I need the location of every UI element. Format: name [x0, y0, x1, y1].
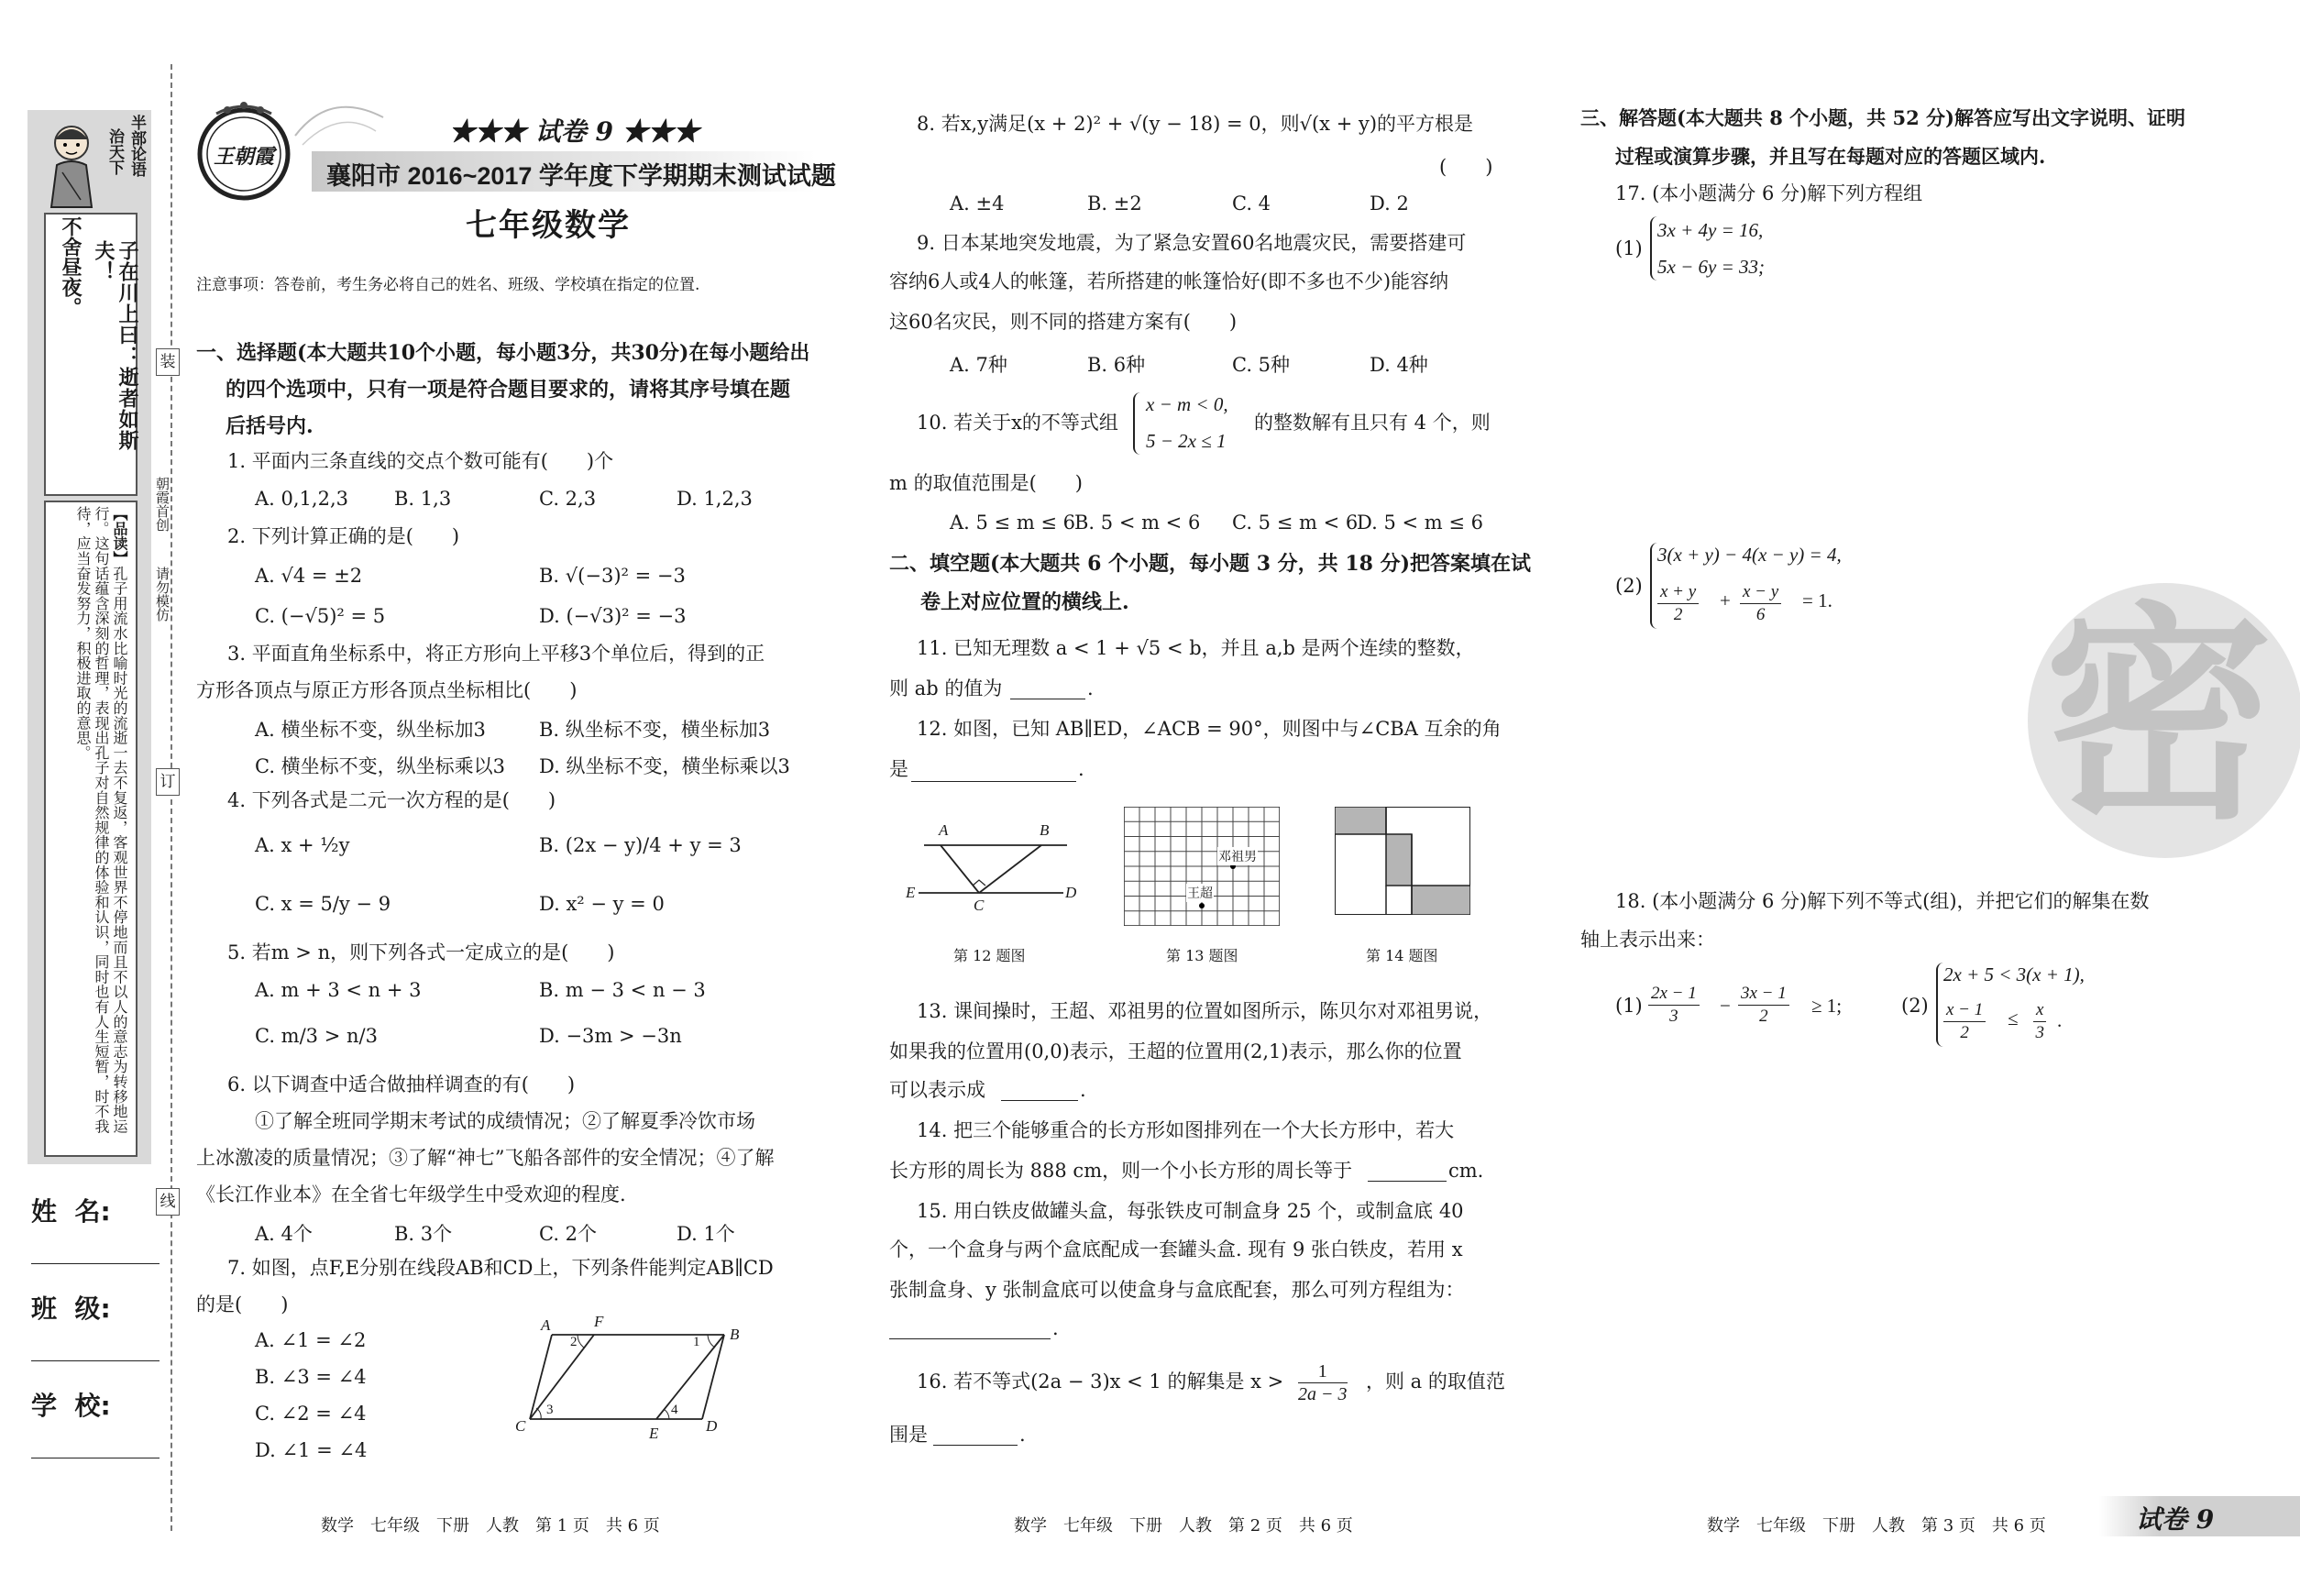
q18-p1-rest: ≥ 1;	[1811, 995, 1843, 1017]
school-field[interactable]	[31, 1386, 160, 1459]
class-label: 班 级:	[31, 1293, 111, 1324]
q17-p2-rest: = 1.	[1802, 589, 1832, 611]
section3-heading-l1: 三、解答题(本大题共 8 个小题，共 52 分)解答应写出文字说明、证明	[1580, 106, 2185, 129]
q3-option-a[interactable]: A. 横坐标不变，纵坐标加3	[255, 719, 486, 741]
q9-line1: 9. 日本某地突发地震，为了紧急安置60名地震灾民，需要搭建可	[917, 232, 1467, 254]
class-underline	[31, 1360, 160, 1361]
q6-line2: 上冰激凌的质量情况；③了解“神七”飞船各部件的安全情况；④了解	[196, 1147, 775, 1169]
fig13	[1124, 807, 1280, 926]
q8-option-c[interactable]: C. 4	[1232, 193, 1271, 215]
fig12-label-c: C	[974, 897, 985, 914]
q13-line3: 可以表示成	[889, 1079, 985, 1101]
q16-frac	[1298, 1360, 1348, 1405]
q17-p1-eq1: 3x + 4y = 16,	[1657, 219, 1764, 241]
q6-option-a[interactable]: A. 4个	[255, 1223, 313, 1245]
q16-end: .	[1019, 1424, 1026, 1446]
q18-p1-frac-b-den: 2	[1759, 1007, 1768, 1026]
q11-line2: 则 ab 的值为	[889, 677, 1003, 699]
q8-option-a[interactable]: A. ±4	[950, 193, 1005, 215]
q10-post: 的整数解有且只有 4 个，则	[1254, 412, 1491, 434]
q18-p1-label: (1)	[1615, 995, 1643, 1017]
subject-title: 七年级数学	[466, 207, 631, 244]
q18-p2-frac-l-num: x − 1	[1943, 999, 1986, 1022]
section3-heading-l2: 过程或演算步骤，并且写在每题对应的答题区域内.	[1615, 145, 2046, 168]
page-title: 襄阳市 2016~2017 学年度下学期期末测试试题	[326, 162, 836, 190]
q17-p2-plus: +	[1720, 589, 1731, 611]
name-underline	[31, 1263, 160, 1264]
fig13-label-deng: 邓祖男	[1217, 847, 1258, 865]
q18-line2: 轴上表示出来：	[1580, 929, 1715, 951]
q18-p2-frac-r-num: x	[2033, 999, 2046, 1022]
q7-label-d: D	[706, 1417, 718, 1435]
q7-label-f: F	[594, 1313, 604, 1330]
binding-line	[171, 64, 172, 1531]
name-label: 姓 名:	[31, 1196, 111, 1227]
q3-option-c[interactable]: C. 横坐标不变，纵坐标乘以3	[255, 755, 506, 777]
logo-text: 王朝霞	[213, 145, 274, 169]
q18-p2-eq1: 2x + 5 < 3(x + 1),	[1943, 963, 2085, 985]
footer-page2: 数学 七年级 下册 人教 第 2 页 共 6 页	[1014, 1516, 1353, 1535]
pindu-body: 孔子用流水比喻时光的流逝一去不复返，客观世界不停地而且不以人的意志为转移地运行。这句话蕴含深刻的哲理，表现出孔子对自然规律的体验和认识，同时也有人生短暂，时不我待，应当奋发努力，积极进取的意思。	[74, 506, 128, 1134]
copyright-2: 请勿模仿	[154, 567, 171, 622]
q10-line2: m 的取值范围是( )	[889, 472, 1083, 494]
q8-option-d[interactable]: D. 2	[1370, 193, 1409, 215]
q18-p2-dot: .	[2057, 1009, 2063, 1031]
q18-p2-leq: ≤	[2008, 1007, 2019, 1029]
watermark	[2028, 583, 2300, 858]
q9-option-c[interactable]: C. 5种	[1232, 354, 1291, 376]
q16-frac-num: 1	[1298, 1360, 1348, 1383]
q13-end: .	[1080, 1079, 1086, 1101]
q17-p2-label: (2)	[1615, 575, 1643, 597]
q2-option-b[interactable]: B. √(−3)² = −3	[539, 565, 686, 587]
q12-line1: 12. 如图，已知 AB∥ED，∠ACB = 90°，则图中与∠CBA 互余的角	[917, 718, 1502, 740]
q6-line3: 《长江作业本》在全省七年级学生中受欢迎的程度.	[196, 1183, 626, 1205]
q11-end: .	[1087, 677, 1094, 699]
q1-stem: 1. 平面内三条直线的交点个数可能有( )个	[227, 450, 614, 472]
q8-paren: ( )	[1439, 156, 1493, 178]
section2-heading-l2: 卷上对应位置的横线上.	[920, 590, 1129, 614]
fig13-caption: 第 13 题图	[1166, 947, 1238, 964]
fig14-caption: 第 14 题图	[1366, 947, 1438, 964]
pindu-text	[51, 506, 128, 1148]
q17-p2-frac-b	[1740, 581, 1781, 626]
q5-option-d[interactable]: D. −3m > −3n	[539, 1025, 682, 1047]
q10-pre: 10. 若关于x的不等式组	[917, 412, 1118, 434]
q6-option-b[interactable]: B. 3个	[394, 1223, 453, 1245]
q4-option-b[interactable]: B. (2x − y)/4 + y = 3	[539, 834, 742, 856]
q14-end: cm.	[1448, 1160, 1484, 1182]
fig12-label-e: E	[906, 884, 916, 901]
q7-angle-4: 4	[671, 1403, 678, 1417]
q10-sys1: x − m < 0,	[1146, 393, 1228, 415]
q11-line1: 11. 已知无理数 a < 1 + √5 < b，并且 a,b 是两个连续的整数，	[917, 637, 1475, 659]
stamp-xian: 线	[156, 1188, 180, 1216]
q3-option-b[interactable]: B. 纵坐标不变，横坐标加3	[539, 719, 771, 741]
q17-p2-eq1: 3(x + y) − 4(x − y) = 4,	[1657, 544, 1842, 566]
q7-stem-l2: 的是( )	[196, 1293, 289, 1315]
q1-option-a[interactable]: A. 0,1,2,3	[255, 488, 348, 510]
footer-tag: 试卷 9	[2136, 1504, 2215, 1535]
q15-line2: 个，一个盒身与两个盒底配成一套罐头盒. 现有 9 张白铁皮，若用 x	[889, 1238, 1463, 1260]
fig12-label-b: B	[1040, 821, 1050, 839]
q4-stem: 4. 下列各式是二元一次方程的是( )	[227, 789, 556, 811]
q7-option-a[interactable]: A. ∠1 = ∠2	[255, 1329, 367, 1351]
q18-line1: 18. (本小题满分 6 分)解下列不等式(组)，并把它们的解集在数	[1615, 890, 2150, 912]
quote-main: 子在川上曰：逝者如斯夫！	[92, 240, 139, 451]
q18-p2-label: (2)	[1901, 995, 1929, 1017]
q4-option-c[interactable]: C. x = 5/y − 9	[255, 893, 391, 915]
q7-stem-l1: 7. 如图，点F,E分别在线段AB和CD上，下列条件能判定AB∥CD	[227, 1257, 774, 1279]
fig13-grid	[1124, 807, 1280, 926]
q10-option-d[interactable]: D. 5 < m ≤ 6	[1357, 512, 1483, 534]
q18-p2-frac-r-den: 3	[2035, 1023, 2044, 1042]
paper-tag: ★★★ 试卷 9 ★★★	[449, 116, 699, 147]
q2-option-c[interactable]: C. (−√5)² = 5	[255, 605, 386, 627]
q7-label-b: B	[730, 1326, 740, 1343]
q14-line1: 14. 把三个能够重合的长方形如图排列在一个大长方形中，若大	[917, 1119, 1455, 1141]
q17-p2-frac-a-den: 2	[1673, 605, 1683, 624]
motto-tag-2: 治天下	[105, 128, 124, 175]
fig14	[1335, 807, 1470, 915]
q17-p2-frac-b-den: 6	[1755, 605, 1766, 624]
q9-line2: 容纳6人或4人的帐篷，若所搭建的帐篷恰好(即不多也不少)能容纳	[889, 270, 1449, 292]
q17-stem: 17. (本小题满分 6 分)解下列方程组	[1615, 182, 1923, 204]
q7-angle-1: 1	[693, 1335, 700, 1349]
q17-p2-frac-a-num: x + y	[1657, 581, 1699, 604]
q7-figure	[513, 1313, 752, 1445]
sidebar-cartoon	[35, 117, 106, 209]
watermark-char: 密	[2044, 583, 2273, 850]
q2-stem: 2. 下列计算正确的是( )	[227, 525, 460, 547]
q6-option-c[interactable]: C. 2个	[539, 1223, 598, 1245]
q14-line2: 长方形的周长为 888 cm，则一个小长方形的周长等于	[889, 1160, 1353, 1182]
q18-p1-frac-a	[1648, 983, 1700, 1028]
q3-stem-l2: 方形各顶点与原正方形各顶点坐标相比( )	[196, 679, 578, 701]
q9-line3: 这60名灾民，则不同的搭建方案有( )	[889, 311, 1238, 333]
q15-line3: 张制盒身、y 张制盒底可以使盒身与盒底配套，那么可列方程组为：	[889, 1279, 1465, 1301]
stamp-ding: 订	[156, 768, 180, 796]
q5-stem: 5. 若m > n，则下列各式一定成立的是( )	[227, 941, 615, 963]
copyright-1: 朝霞首创	[154, 477, 171, 532]
q16-pre: 16. 若不等式(2a − 3)x < 1 的解集是 x >	[917, 1370, 1284, 1392]
q10-sys2: 5 − 2x ≤ 1	[1146, 430, 1227, 452]
fig13-label-wang: 王超	[1186, 884, 1214, 902]
q16-line2: 围是	[889, 1424, 928, 1446]
q13-line1: 13. 课间操时，王超、邓祖男的位置如图所示，陈贝尔对邓祖男说，	[917, 1000, 1493, 1022]
fig12	[906, 821, 1078, 915]
section1-heading-l1: 一、选择题(本大题共10个小题，每小题3分，共30分)在每小题给出	[196, 341, 810, 365]
q18-p2-frac-l-den: 2	[1960, 1023, 1969, 1042]
q18-p2-frac-r	[2033, 999, 2046, 1044]
notice: 注意事项：答卷前，考生务必将自己的姓名、班级、学校填在指定的位置.	[196, 276, 700, 294]
q9-option-a[interactable]: A. 7种	[950, 354, 1007, 376]
q3-stem-l1: 3. 平面直角坐标系中，将正方形向上平移3个单位后，得到的正	[227, 643, 765, 665]
q5-option-b[interactable]: B. m − 3 < n − 3	[539, 979, 706, 1001]
q9-option-d[interactable]: D. 4种	[1370, 354, 1428, 376]
q18-p2-frac-l	[1943, 999, 1986, 1044]
q4-option-d[interactable]: D. x² − y = 0	[539, 893, 665, 915]
q10-option-c[interactable]: C. 5 ≤ m < 6	[1232, 512, 1359, 534]
q12-end: .	[1078, 758, 1084, 780]
q7-label-a: A	[541, 1316, 551, 1334]
q15-end: .	[1052, 1317, 1059, 1339]
section2-heading-l1: 二、填空题(本大题共 6 个小题，每小题 3 分，共 18 分)把答案填在试	[889, 552, 1532, 576]
q16-frac-den: 2a − 3	[1298, 1384, 1348, 1404]
q7-option-c[interactable]: C. ∠2 = ∠4	[255, 1403, 367, 1425]
q1-option-b[interactable]: B. 1,3	[394, 488, 452, 510]
q3-option-d[interactable]: D. 纵坐标不变，横坐标乘以3	[539, 755, 790, 777]
q8-option-b[interactable]: B. ±2	[1087, 193, 1142, 215]
quote-second: 不舍昼夜。	[59, 216, 83, 317]
q7-label-e: E	[649, 1425, 659, 1442]
q8-stem: 8. 若x,y满足(x + 2)² + √(y − 18) = 0，则√(x + y)的平方根是	[917, 113, 1474, 135]
fig12-caption: 第 12 题图	[953, 947, 1026, 964]
q7-option-b[interactable]: B. ∠3 = ∠4	[255, 1366, 367, 1388]
q12-line2: 是	[889, 758, 908, 780]
q4-option-a[interactable]: A. x + ½y	[255, 834, 350, 856]
q6-stem: 6. 以下调查中适合做抽样调查的有( )	[227, 1073, 576, 1095]
q5-option-c[interactable]: C. m/3 > n/3	[255, 1025, 378, 1047]
q7-angle-3: 3	[546, 1403, 554, 1417]
q17-p1-label: (1)	[1615, 237, 1643, 259]
name-field[interactable]	[31, 1192, 160, 1265]
motto-tag-1: 半部论语	[127, 115, 146, 177]
q18-p1-minus: −	[1720, 995, 1731, 1017]
footer-page3: 数学 七年级 下册 人教 第 3 页 共 6 页	[1707, 1516, 2046, 1535]
q16-post: ，则 a 的取值范	[1366, 1370, 1505, 1392]
q6-option-d[interactable]: D. 1个	[677, 1223, 735, 1245]
fig12-label-a: A	[939, 821, 949, 839]
q14-answer-blank[interactable]	[1368, 1181, 1447, 1182]
q18-p1-frac-a-num: 2x − 1	[1648, 983, 1700, 1006]
q10-option-b[interactable]: B. 5 < m < 6	[1074, 512, 1201, 534]
class-field[interactable]	[31, 1289, 160, 1362]
q18-p1-frac-a-den: 3	[1669, 1007, 1678, 1026]
q15-answer-blank[interactable]	[889, 1338, 1051, 1339]
fig12-label-d: D	[1065, 884, 1077, 901]
q1-option-c[interactable]: C. 2,3	[539, 488, 597, 510]
q13-line2: 如果我的位置用(0,0)表示，王超的位置用(2,1)表示，那么你的位置	[889, 1040, 1462, 1062]
q2-option-d[interactable]: D. (−√3)² = −3	[539, 605, 687, 627]
q10-option-a[interactable]: A. 5 ≤ m ≤ 6	[950, 512, 1076, 534]
q17-p2-frac-a	[1657, 581, 1699, 626]
q7-angle-2: 2	[570, 1335, 578, 1349]
section1-heading-l2: 的四个选项中，只有一项是符合题目要求的，请将其序号填在题	[226, 378, 791, 402]
q17-p2-frac-b-num: x − y	[1740, 581, 1781, 604]
q7-option-d[interactable]: D. ∠1 = ∠4	[255, 1439, 368, 1461]
q2-option-a[interactable]: A. √4 = ±2	[255, 565, 363, 587]
q9-option-b[interactable]: B. 6种	[1087, 354, 1146, 376]
q13-answer-blank[interactable]	[1001, 1100, 1078, 1101]
logo-swoosh	[293, 99, 385, 154]
q10-brace	[1133, 392, 1142, 455]
school-label: 学 校:	[31, 1391, 111, 1421]
q18-p1-frac-b	[1738, 983, 1789, 1028]
q12-answer-blank[interactable]	[911, 781, 1076, 782]
q1-option-d[interactable]: D. 1,2,3	[677, 488, 753, 510]
logo	[189, 101, 299, 204]
q6-line1: ①了解全班同学期末考试的成绩情况；②了解夏季冷饮市场	[255, 1110, 755, 1132]
q5-option-a[interactable]: A. m + 3 < n + 3	[255, 979, 422, 1001]
footer-page1: 数学 七年级 下册 人教 第 1 页 共 6 页	[321, 1516, 660, 1535]
stamp-zhuang: 装	[156, 348, 180, 376]
pindu-label: 【品读】	[111, 506, 128, 567]
q16-answer-blank[interactable]	[933, 1445, 1018, 1446]
q17-p1-eq2: 5x − 6y = 33;	[1657, 256, 1765, 278]
q7-label-c: C	[515, 1417, 526, 1435]
section1-heading-l3: 后括号内.	[226, 414, 314, 438]
q15-line1: 15. 用白铁皮做罐头盒，每张铁皮可制盒身 25 个，或制盒底 40	[917, 1200, 1464, 1222]
q18-p1-frac-b-num: 3x − 1	[1738, 983, 1789, 1006]
